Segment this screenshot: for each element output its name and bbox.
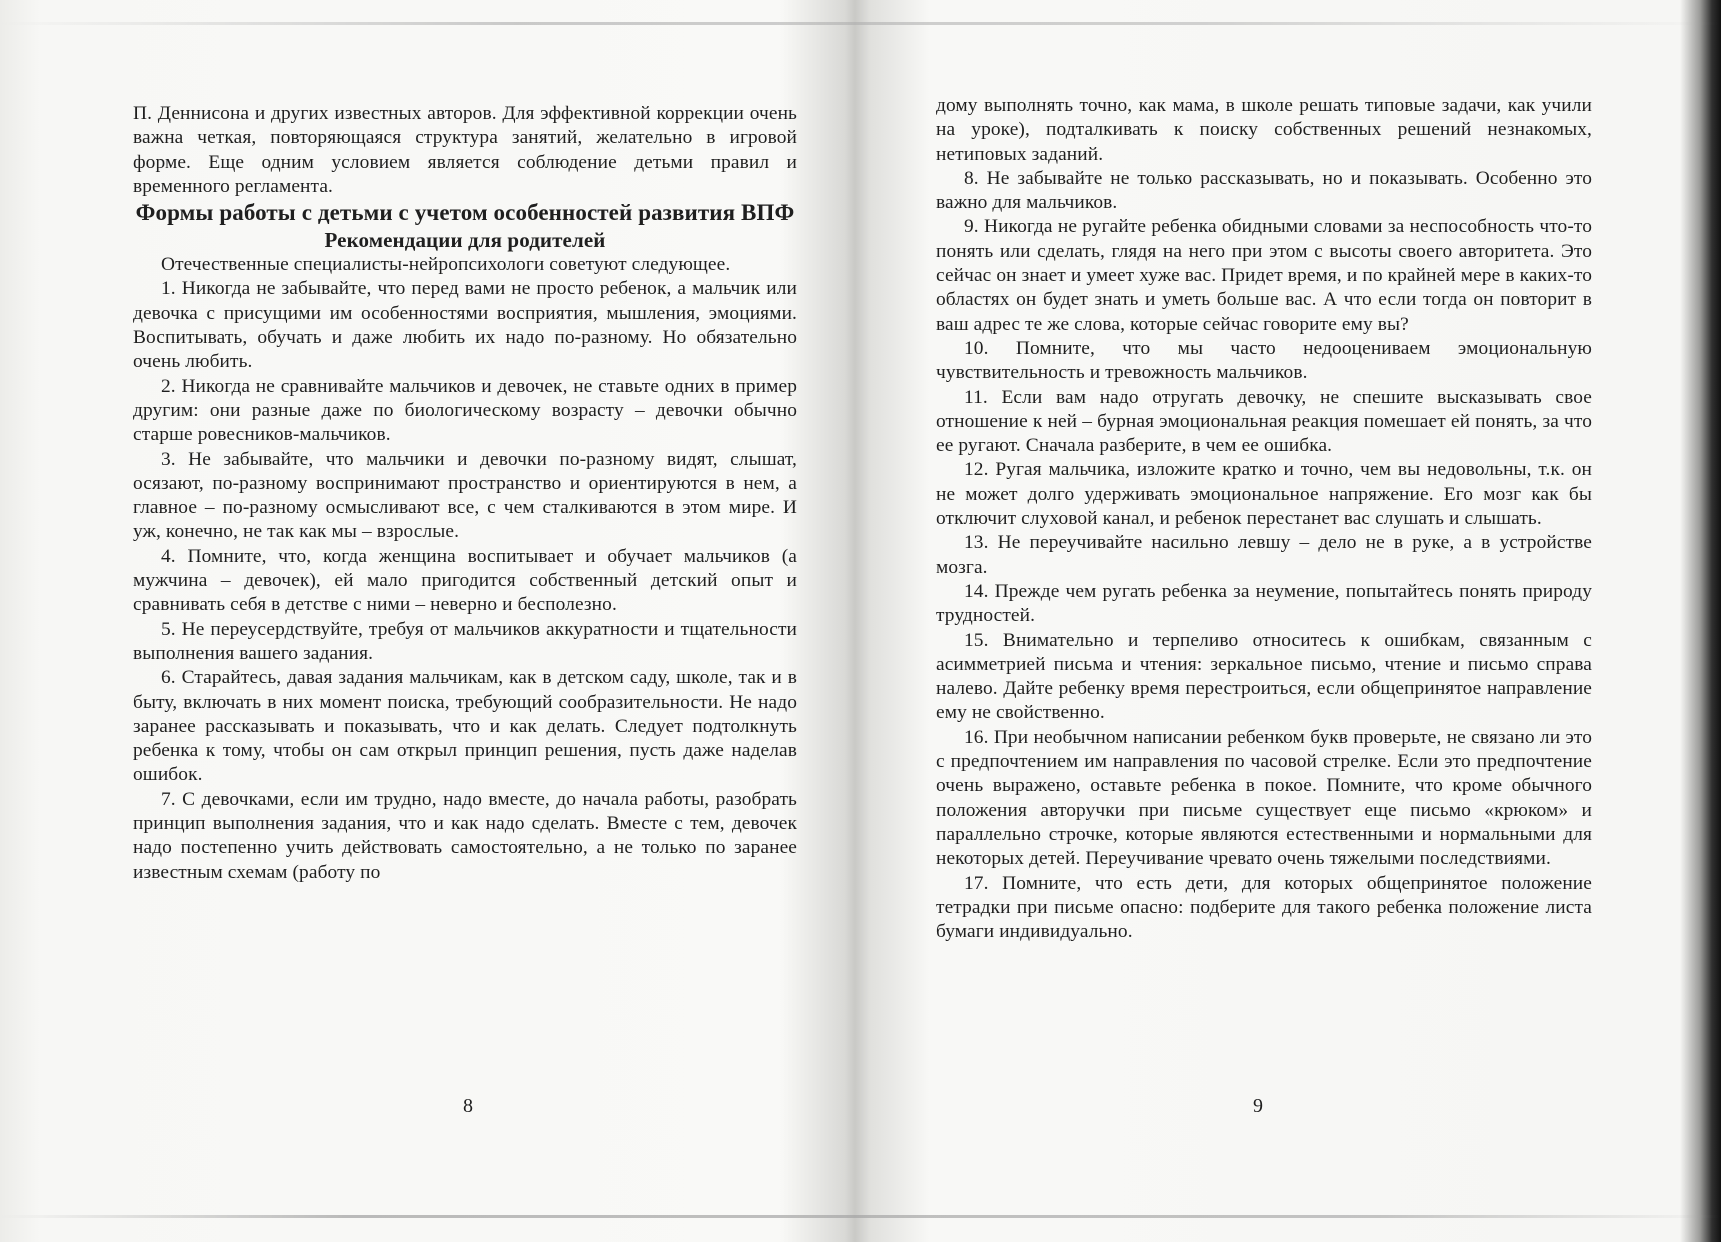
subheading: Рекомендации для родителей	[324, 228, 606, 253]
right-page	[858, 0, 1721, 1242]
right-page-text	[936, 94, 1592, 944]
list-item-4: 4. Помните, что, когда женщина воспитывает и обучает мальчиков (а мужчина – девочек), ей мало пригодится собственный детский опыт и сравнивать себя в детстве с ними – неверно и бесполезно.	[133, 545, 797, 616]
list-item-8: 8. Не забывайте не только рассказывать, но и показывать. Особенно это важно для мальчиков.	[936, 167, 1592, 214]
list-item-9: 9. Никогда не ругайте ребенка обидными словами за неспособность что-то понять или сделать, глядя на него при этом с высоты своего авторитета. Это сейчас он знает и умеет хуже вас. Придет время, и по крайней мере в каких-то областях он будет знать и уметь больше вас. А что если тогда он повторит в ваш адрес те же слова, которые сейчас говорите ему вы?	[936, 216, 1592, 335]
scan-edge-bottom	[0, 1215, 1721, 1218]
list-item-15: 15. Внимательно и терпеливо относитесь к ошибкам, связанным с асимметрией письма и чтения: зеркальное письмо, чтение и письмо справа налево. Дайте ребенку время перестроиться, если общепринятое направление ему не свойственно.	[936, 629, 1592, 724]
page-number-left: 8	[463, 1095, 473, 1117]
list-item-5: 5. Не переусердствуйте, требуя от мальчиков аккуратности и тщательности выполнения вашего задания.	[133, 618, 797, 664]
section-heading: Формы работы с детьми с учетом особенностей развития ВПФ	[135, 200, 795, 226]
list-item-17: 17. Помните, что есть дети, для которых общепринятое положение тетрадки при письме опасно: подберите для такого ребенка положение листа бумаги индивидуально.	[936, 872, 1592, 943]
list-item-16: 16. При необычном написании ребенком букв проверьте, не связано ли это с предпочтением им направления по часовой стрелке. Если это предпочтение очень выражено, оставьте ребенка в покое. Помните, что кроме обычного положения авторучки при письме существует еще письмо «крюком» и параллельно строчке, которые являются естественными и нормальными для некоторых детей. Переучивание чревато очень тяжелыми последствиями.	[936, 726, 1592, 870]
list-item-3: 3. Не забывайте, что мальчики и девочки по-разному видят, слышат, осязают, по-разному воспринимают пространство и ориентируются в нем, а главное – по-разному осмысливают все, с чем сталкиваются в этом мире. И уж, конечно, не так как мы – взрослые.	[133, 448, 797, 543]
left-page	[0, 0, 858, 1242]
list-item-6: 6. Старайтесь, давая задания мальчикам, как в детском саду, школе, так и в быту, включать в них момент поиска, требующий сообразительности. Не надо заранее рассказывать и показывать, что и как делать. Следует подтолкнуть ребенка к тому, чтобы он сам открыл принцип решения, пусть даже наделав ошибок.	[133, 667, 797, 786]
list-item-12: 12. Ругая мальчика, изложите кратко и точно, чем вы недовольны, т.к. он не может долго удерживать эмоциональное напряжение. Его мозг как бы отключит слуховой канал, и ребенок перестанет вас слушать и слышать.	[936, 459, 1592, 530]
continuation-paragraph: дому выполнять точно, как мама, в школе решать типовые задачи, как учили на уроке), подталкивать к поиску собственных решений незнакомых, нетиповых заданий.	[936, 95, 1592, 165]
list-item-7: 7. С девочками, если им трудно, надо вместе, до начала работы, разобрать принцип выполнения задания, что и как надо сделать. Вместе с тем, девочек надо постепенно учить действовать самостоятельно, а не только по заранее известным схемам (работу по	[133, 788, 797, 883]
page-number-right: 9	[1253, 1095, 1263, 1117]
lead-paragraph: Отечественные специалисты-нейропсихологи советуют следующее.	[161, 254, 731, 276]
list-item-11: 11. Если вам надо отругать девочку, не спешите высказывать свое отношение к ней – бурная эмоциональная реакция помешает ей понять, за что ее ругают. Сначала разберите, в чем ее ошибка.	[936, 386, 1592, 457]
list-item-1: 1. Никогда не забывайте, что перед вами не просто ребенок, а мальчик или девочка с присущими им особенностями восприятия, мышления, эмоциями. Воспитывать, обучать и даже любить их надо по-разному. Но обязательно очень любить.	[133, 278, 797, 373]
left-page-text	[133, 102, 797, 885]
list-item-13: 13. Не переучивайте насильно левшу – дело не в руке, а в устройстве мозга.	[936, 532, 1592, 578]
intro-paragraph: П. Деннисона и других известных авторов. Для эффективной коррекции очень важна четкая, повторяющаяся структура занятий, желательно в игровой форме. Еще одним условием является соблюдение детьми правил и временного регламента.	[133, 103, 797, 197]
list-item-2: 2. Никогда не сравнивайте мальчиков и девочек, не ставьте одних в пример другим: они разные даже по биологическому возрасту – девочки обычно старше ровесников-мальчиков.	[133, 375, 797, 446]
list-item-14: 14. Прежде чем ругать ребенка за неумение, попытайтесь понять природу трудностей.	[936, 580, 1592, 627]
list-item-10: 10. Помните, что мы часто недооцениваем эмоциональную чувствительность и тревожность мальчиков.	[936, 337, 1592, 384]
